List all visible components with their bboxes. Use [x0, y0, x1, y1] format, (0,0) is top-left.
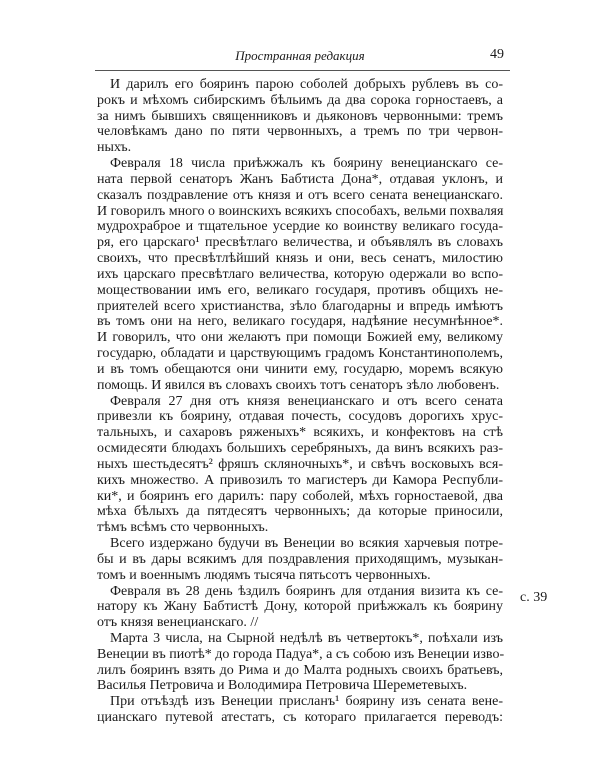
text-line: Февраля 18 числа приѣжжалъ къ боярину венецианскаго се- [110, 156, 503, 172]
text-line: Венеции въ пиотѣ* до города Падуа*, а съ собою изъ Венеции изво- [97, 646, 505, 662]
text-line: ната первой сенаторъ Жанъ Бабтиста Дона*, отдавая уклонъ, и [97, 171, 503, 187]
text-line: натору къ Жану Бабтистѣ Дону, которой приѣжжалъ къ боярину [97, 599, 503, 615]
text-line: ныхъ шестьдесятъ² фряшъ скляночныхъ*, и свѣчъ восковыхъ вся- [97, 456, 503, 472]
text-line: И говорилъ, что они желаютъ при помощи Божией ему, великому [97, 330, 503, 346]
text-line: бы и въ дары всякимъ для поздравления приходящимъ, музыкан- [97, 551, 503, 567]
running-head-title: Пространная редакция [235, 48, 365, 63]
text-line: рокъ и мѣхомъ сибирскимъ бѣльимъ да два сорока горностаевъ, а [97, 92, 503, 108]
text-line: отъ князя венецианскаго. // [97, 615, 259, 631]
text-line: привезли къ боярину, отдавая почесть, сосудовъ дорогихъ хрус- [97, 409, 503, 425]
text-line: приятелей всего христианства, зѣло благодарны и впредь имѣютъ [97, 298, 503, 314]
page-number: 49 [490, 47, 504, 62]
text-line: мѣха бѣлыхъ да пятдесятъ червонныхъ; да которые приносили, [97, 504, 503, 520]
text-line: сказалъ поздравление отъ князя и отъ всего сената венецианскаго. [97, 187, 503, 203]
text-line: въ томъ они на него, великаго государя, надѣяние несумнѣнное*. [97, 314, 503, 330]
text-line: тѣмъ всѣмъ сто червонныхъ. [97, 520, 269, 536]
header-rule [95, 70, 510, 71]
text-line: ихъ царскаго пресвѣтлаго величества, которую одержали во вспо- [97, 266, 503, 282]
text-line: осмидесяти блюдахъ большихъ серебряныхъ, да винъ всякихъ раз- [97, 441, 503, 457]
text-line: Всего издержано будучи въ Венеции во всякия харчевыя потре- [110, 536, 503, 552]
text-line: Марта 3 числа, на Сырной недѣлѣ въ четвертокъ*, поѣхали изъ [110, 630, 503, 646]
text-line: ки*, и бояринъ его дарилъ: пару соболей, мѣхъ горностаевой, два [97, 488, 503, 504]
text-line: Февраля въ 28 день ѣздилъ бояринъ для отдания визита къ се- [110, 583, 503, 599]
text-line: государю, обладати и царствующимъ градомъ Константинополемъ, [97, 346, 503, 362]
text-line: мудрохраброе и тщательное усердие ко воинству великаго госуда- [97, 219, 503, 235]
text-line: цианскаго путевой атестатъ, съ котораго прилагается переводъ: [97, 710, 503, 726]
text-line: Февраля 27 дня отъ князя венецианскаго и отъ всего сената [110, 393, 503, 409]
text-line: кихъ множество. А привозилъ то магистеръ ди Камора Республи- [97, 472, 503, 488]
text-line: томъ и военнымъ людямъ тысяча пятьсотъ червонныхъ. [97, 567, 431, 583]
text-line: человѣкамъ дано по пяти червонныхъ, а тремъ по три червон- [97, 124, 503, 140]
text-line: помощь. И явился въ словахъ своихъ тотъ сенаторъ зѣло любовенъ. [97, 377, 500, 393]
body-text [97, 77, 503, 726]
text-line: тальныхъ, и сахаровъ ряженыхъ* всякихъ, и конфектовъ на стѣ [97, 425, 503, 441]
text-line: своихъ, что пресвѣтлѣйший князь и они, весь сенатъ, милостию [97, 251, 503, 267]
margin-note: с. 39 [520, 590, 548, 605]
text-line: за нимъ бывшихъ священниковъ и дьяконовъ червонными: тремъ [97, 108, 503, 124]
text-line: ря, его царскаго¹ пресвѣтлаго величества, и объявлялъ въ словахъ [97, 235, 503, 251]
text-line: И дарилъ его бояринъ парою соболей добрыхъ рублевъ въ со- [110, 77, 503, 92]
text-line: При отъѣздѣ изъ Венеции присланъ¹ боярину изъ сената вене- [110, 694, 503, 710]
text-line: И говорилъ много о воинскихъ всякихъ способахъ, вельми похваляя [97, 203, 504, 219]
text-line: лилъ бояринъ взять до Рима и до Малта родныхъ своихъ братьевъ, [97, 662, 503, 678]
text-line: и въ томъ обещаются они чинити ему, государю, моремъ всякую [97, 361, 503, 377]
text-line: Василья Петровича и Володимира Петровича Шереметевыхъ. [97, 678, 468, 694]
text-line: моществовании имъ его, великаго государя, противъ общихъ не- [97, 282, 503, 298]
text-line: ныхъ. [97, 140, 132, 156]
